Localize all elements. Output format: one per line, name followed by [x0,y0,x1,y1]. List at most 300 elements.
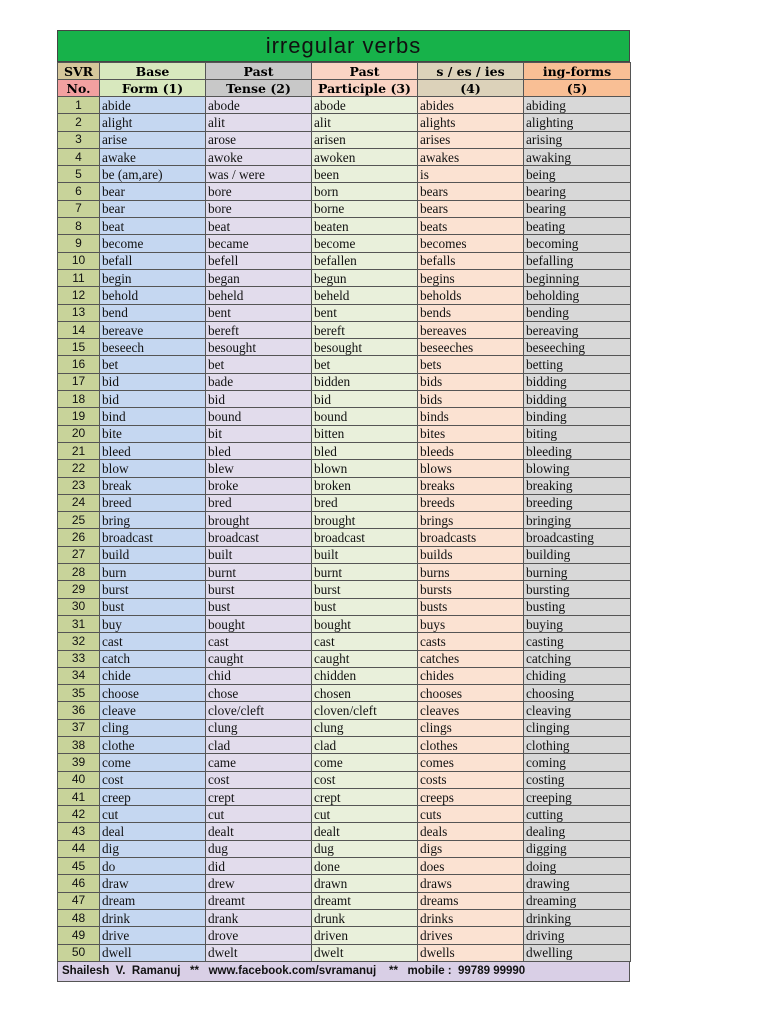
s-es-ies-form-cell: clings [418,719,524,736]
ing-form-cell: bearing [524,183,631,200]
past-participle-cell: beaten [312,218,418,235]
table-row [58,650,631,667]
past-tense-cell: abode [206,97,312,114]
base-form-cell: creep [100,788,206,805]
past-participle-cell: awoken [312,148,418,165]
past-tense-cell: awoke [206,148,312,165]
verb-number-cell: 3 [58,131,100,148]
past-tense-cell: drove [206,927,312,944]
table-row [58,166,631,183]
table-row [58,858,631,875]
ing-form-cell: bearing [524,200,631,217]
header-svr-no: No. [58,80,100,97]
past-participle-cell: cost [312,771,418,788]
table-row [58,321,631,338]
s-es-ies-form-cell: clothes [418,736,524,753]
past-participle-cell: broken [312,477,418,494]
header-past-tense: Past [206,63,312,80]
past-tense-cell: clad [206,736,312,753]
header-s-es-ies-number: (4) [418,80,524,97]
ing-form-cell: dreaming [524,892,631,909]
table-row [58,339,631,356]
base-form-cell: bring [100,512,206,529]
past-tense-cell: cost [206,771,312,788]
past-tense-cell: drew [206,875,312,892]
s-es-ies-form-cell: buys [418,615,524,632]
base-form-cell: befall [100,252,206,269]
verb-number-cell: 20 [58,425,100,442]
past-participle-cell: drawn [312,875,418,892]
past-tense-cell: bought [206,615,312,632]
past-tense-cell: dug [206,840,312,857]
table-row [58,356,631,373]
s-es-ies-form-cell: burns [418,564,524,581]
ing-form-cell: bleeding [524,442,631,459]
base-form-cell: catch [100,650,206,667]
base-form-cell: cleave [100,702,206,719]
past-tense-cell: built [206,546,312,563]
table-row [58,667,631,684]
base-form-cell: choose [100,685,206,702]
s-es-ies-form-cell: abides [418,97,524,114]
past-tense-cell: came [206,754,312,771]
base-form-cell: bet [100,356,206,373]
base-form-cell: do [100,858,206,875]
s-es-ies-form-cell: dwells [418,944,524,961]
verb-number-cell: 33 [58,650,100,667]
past-tense-cell: bust [206,598,312,615]
verb-number-cell: 27 [58,546,100,563]
s-es-ies-form-cell: costs [418,771,524,788]
base-form-cell: come [100,754,206,771]
verb-number-cell: 44 [58,840,100,857]
past-participle-cell: crept [312,788,418,805]
verb-number-cell: 46 [58,875,100,892]
past-participle-cell: driven [312,927,418,944]
past-participle-cell: broadcast [312,529,418,546]
header-base-form: Base [100,63,206,80]
past-tense-cell: bit [206,425,312,442]
past-participle-cell: begun [312,269,418,286]
past-participle-cell: dug [312,840,418,857]
past-tense-cell: crept [206,788,312,805]
table-row [58,408,631,425]
past-tense-cell: bade [206,373,312,390]
ing-form-cell: drinking [524,909,631,926]
header-ing-forms: ing-forms [524,63,631,80]
verb-number-cell: 39 [58,754,100,771]
base-form-cell: cost [100,771,206,788]
s-es-ies-form-cell: creeps [418,788,524,805]
past-participle-cell: come [312,754,418,771]
base-form-cell: bind [100,408,206,425]
s-es-ies-form-cell: arises [418,131,524,148]
verb-number-cell: 11 [58,269,100,286]
base-form-cell: break [100,477,206,494]
past-tense-cell: chose [206,685,312,702]
past-participle-cell: bought [312,615,418,632]
verb-number-cell: 38 [58,736,100,753]
s-es-ies-form-cell: digs [418,840,524,857]
s-es-ies-form-cell: broadcasts [418,529,524,546]
past-tense-cell: cut [206,806,312,823]
verb-number-cell: 24 [58,494,100,511]
table-row [58,391,631,408]
past-participle-cell: built [312,546,418,563]
past-tense-cell: drank [206,909,312,926]
ing-form-cell: breaking [524,477,631,494]
ing-form-cell: cutting [524,806,631,823]
s-es-ies-form-cell: casts [418,633,524,650]
ing-form-cell: coming [524,754,631,771]
base-form-cell: drink [100,909,206,926]
ing-form-cell: digging [524,840,631,857]
past-participle-cell: abode [312,97,418,114]
past-tense-cell: befell [206,252,312,269]
ing-form-cell: chiding [524,667,631,684]
s-es-ies-form-cell: catches [418,650,524,667]
past-tense-cell: became [206,235,312,252]
s-es-ies-form-cell: blows [418,460,524,477]
ing-form-cell: binding [524,408,631,425]
table-row [58,373,631,390]
ing-form-cell: dealing [524,823,631,840]
base-form-cell: behold [100,287,206,304]
table-row [58,685,631,702]
verb-number-cell: 4 [58,148,100,165]
s-es-ies-form-cell: cleaves [418,702,524,719]
verb-number-cell: 43 [58,823,100,840]
verb-number-cell: 7 [58,200,100,217]
s-es-ies-form-cell: bets [418,356,524,373]
past-tense-cell: alit [206,114,312,131]
ing-form-cell: bending [524,304,631,321]
past-participle-cell: cloven/cleft [312,702,418,719]
table-row [58,927,631,944]
table-row [58,114,631,131]
ing-form-cell: clothing [524,736,631,753]
s-es-ies-form-cell: begins [418,269,524,286]
s-es-ies-form-cell: cuts [418,806,524,823]
table-row [58,460,631,477]
table-row [58,581,631,598]
past-participle-cell: clung [312,719,418,736]
ing-form-cell: bidding [524,373,631,390]
verb-number-cell: 40 [58,771,100,788]
author-footer: Shailesh V. Ramanuj ** www.facebook.com/svramanuj ** mobile : 99789 99990 [57,962,630,982]
ing-form-cell: drawing [524,875,631,892]
base-form-cell: cling [100,719,206,736]
s-es-ies-form-cell: bears [418,200,524,217]
base-form-cell: bereave [100,321,206,338]
verb-number-cell: 47 [58,892,100,909]
s-es-ies-form-cell: bursts [418,581,524,598]
past-participle-cell: cast [312,633,418,650]
s-es-ies-form-cell: awakes [418,148,524,165]
table-row [58,564,631,581]
ing-form-cell: bereaving [524,321,631,338]
s-es-ies-form-cell: bends [418,304,524,321]
s-es-ies-form-cell: beholds [418,287,524,304]
verb-number-cell: 41 [58,788,100,805]
base-form-cell: become [100,235,206,252]
ing-form-cell: bursting [524,581,631,598]
ing-form-cell: clinging [524,719,631,736]
base-form-cell: dwell [100,944,206,961]
s-es-ies-form-cell: bears [418,183,524,200]
base-form-cell: abide [100,97,206,114]
s-es-ies-form-cell: bleeds [418,442,524,459]
table-row [58,840,631,857]
verb-number-cell: 26 [58,529,100,546]
past-tense-cell: bereft [206,321,312,338]
past-participle-cell: bet [312,356,418,373]
ing-form-cell: beating [524,218,631,235]
ing-form-cell: dwelling [524,944,631,961]
past-tense-cell: bound [206,408,312,425]
ing-form-cell: doing [524,858,631,875]
table-row [58,200,631,217]
ing-form-cell: building [524,546,631,563]
table-row [58,754,631,771]
base-form-cell: bite [100,425,206,442]
verb-number-cell: 23 [58,477,100,494]
table-row [58,944,631,961]
ing-form-cell: driving [524,927,631,944]
ing-form-cell: burning [524,564,631,581]
past-participle-cell: caught [312,650,418,667]
past-tense-cell: bet [206,356,312,373]
base-form-cell: beat [100,218,206,235]
past-tense-cell: burnt [206,564,312,581]
past-tense-cell: besought [206,339,312,356]
ing-form-cell: biting [524,425,631,442]
past-participle-cell: cut [312,806,418,823]
table-row [58,529,631,546]
table-row [58,512,631,529]
verb-number-cell: 1 [58,97,100,114]
verb-number-cell: 50 [58,944,100,961]
s-es-ies-form-cell: alights [418,114,524,131]
s-es-ies-form-cell: breeds [418,494,524,511]
ing-form-cell: catching [524,650,631,667]
base-form-cell: burst [100,581,206,598]
past-participle-cell: dreamt [312,892,418,909]
past-tense-cell: dreamt [206,892,312,909]
s-es-ies-form-cell: becomes [418,235,524,252]
base-form-cell: beseech [100,339,206,356]
verb-number-cell: 36 [58,702,100,719]
past-tense-cell: beat [206,218,312,235]
verb-number-cell: 10 [58,252,100,269]
base-form-cell: bear [100,183,206,200]
table-row [58,148,631,165]
past-participle-cell: bled [312,442,418,459]
table-row [58,304,631,321]
past-participle-cell: brought [312,512,418,529]
verb-sheet [57,30,630,982]
past-participle-cell: drunk [312,909,418,926]
past-tense-cell: caught [206,650,312,667]
table-row [58,442,631,459]
verb-number-cell: 15 [58,339,100,356]
verb-number-cell: 31 [58,615,100,632]
ing-form-cell: befalling [524,252,631,269]
table-row [58,218,631,235]
table-row [58,235,631,252]
verb-number-cell: 12 [58,287,100,304]
ing-form-cell: broadcasting [524,529,631,546]
ing-form-cell: beseeching [524,339,631,356]
verb-number-cell: 25 [58,512,100,529]
s-es-ies-form-cell: bereaves [418,321,524,338]
base-form-cell: bid [100,373,206,390]
base-form-cell: buy [100,615,206,632]
verb-number-cell: 29 [58,581,100,598]
verb-number-cell: 18 [58,391,100,408]
s-es-ies-form-cell: dreams [418,892,524,909]
ing-form-cell: abiding [524,97,631,114]
table-row [58,771,631,788]
verb-number-cell: 42 [58,806,100,823]
s-es-ies-form-cell: binds [418,408,524,425]
table-row [58,131,631,148]
header-s-es-ies: s / es / ies [418,63,524,80]
ing-form-cell: cleaving [524,702,631,719]
base-form-cell: be (am,are) [100,166,206,183]
s-es-ies-form-cell: does [418,858,524,875]
base-form-cell: bleed [100,442,206,459]
past-tense-cell: bled [206,442,312,459]
table-row [58,823,631,840]
past-participle-cell: bid [312,391,418,408]
past-tense-cell: clung [206,719,312,736]
s-es-ies-form-cell: bids [418,373,524,390]
ing-form-cell: busting [524,598,631,615]
past-participle-cell: arisen [312,131,418,148]
past-participle-cell: bred [312,494,418,511]
ing-form-cell: awaking [524,148,631,165]
past-tense-cell: was / were [206,166,312,183]
past-participle-cell: burnt [312,564,418,581]
table-row [58,546,631,563]
base-form-cell: clothe [100,736,206,753]
verb-number-cell: 45 [58,858,100,875]
past-tense-cell: chid [206,667,312,684]
verb-number-cell: 8 [58,218,100,235]
ing-form-cell: arising [524,131,631,148]
base-form-cell: drive [100,927,206,944]
ing-form-cell: bringing [524,512,631,529]
table-row [58,252,631,269]
s-es-ies-form-cell: chides [418,667,524,684]
base-form-cell: bear [100,200,206,217]
verb-number-cell: 34 [58,667,100,684]
table-row [58,875,631,892]
past-tense-cell: dealt [206,823,312,840]
table-row [58,633,631,650]
base-form-cell: dig [100,840,206,857]
table-row [58,788,631,805]
verb-number-cell: 30 [58,598,100,615]
base-form-cell: bid [100,391,206,408]
base-form-cell: blow [100,460,206,477]
past-participle-cell: clad [312,736,418,753]
ing-form-cell: betting [524,356,631,373]
s-es-ies-form-cell: bites [418,425,524,442]
table-row [58,97,631,114]
past-participle-cell: blown [312,460,418,477]
past-participle-cell: bidden [312,373,418,390]
past-tense-cell: cast [206,633,312,650]
verb-number-cell: 37 [58,719,100,736]
past-participle-cell: dwelt [312,944,418,961]
verb-number-cell: 6 [58,183,100,200]
header-ing-forms-number: (5) [524,80,631,97]
past-tense-cell: clove/cleft [206,702,312,719]
past-participle-cell: bent [312,304,418,321]
verb-number-cell: 5 [58,166,100,183]
past-tense-cell: arose [206,131,312,148]
s-es-ies-form-cell: breaks [418,477,524,494]
base-form-cell: cut [100,806,206,823]
ing-form-cell: alighting [524,114,631,131]
base-form-cell: draw [100,875,206,892]
ing-form-cell: being [524,166,631,183]
s-es-ies-form-cell: deals [418,823,524,840]
table-row [58,736,631,753]
base-form-cell: deal [100,823,206,840]
s-es-ies-form-cell: busts [418,598,524,615]
s-es-ies-form-cell: is [418,166,524,183]
s-es-ies-form-cell: beseeches [418,339,524,356]
sheet-title: irregular verbs [57,30,630,62]
verb-number-cell: 48 [58,909,100,926]
ing-form-cell: beholding [524,287,631,304]
past-participle-cell: burst [312,581,418,598]
base-form-cell: breed [100,494,206,511]
past-tense-cell: began [206,269,312,286]
verb-number-cell: 17 [58,373,100,390]
base-form-cell: bend [100,304,206,321]
past-participle-cell: chidden [312,667,418,684]
past-tense-cell: bore [206,183,312,200]
base-form-cell: chide [100,667,206,684]
ing-form-cell: becoming [524,235,631,252]
verb-number-cell: 21 [58,442,100,459]
past-tense-cell: bent [206,304,312,321]
past-participle-cell: been [312,166,418,183]
table-row [58,909,631,926]
ing-form-cell: breeding [524,494,631,511]
past-tense-cell: bid [206,391,312,408]
past-tense-cell: broke [206,477,312,494]
verb-number-cell: 22 [58,460,100,477]
table-row [58,806,631,823]
past-participle-cell: chosen [312,685,418,702]
ing-form-cell: creeping [524,788,631,805]
past-tense-cell: burst [206,581,312,598]
s-es-ies-form-cell: drives [418,927,524,944]
table-row [58,477,631,494]
verb-number-cell: 28 [58,564,100,581]
past-participle-cell: besought [312,339,418,356]
verb-table [57,62,631,962]
base-form-cell: alight [100,114,206,131]
past-participle-cell: dealt [312,823,418,840]
past-participle-cell: beheld [312,287,418,304]
past-participle-cell: bust [312,598,418,615]
